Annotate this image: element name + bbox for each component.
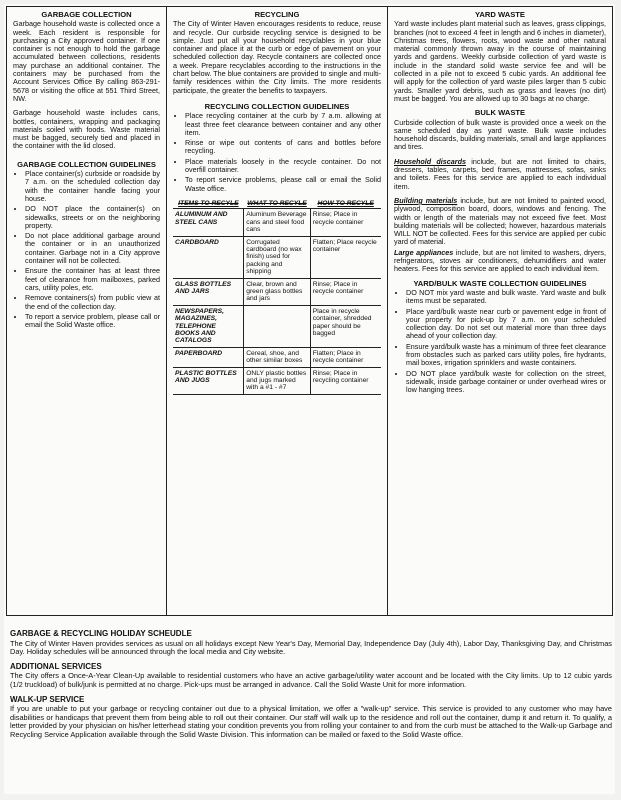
yard-bulk-guidelines-title: YARD/BULK WASTE COLLECTION GUIDELINES (413, 278, 587, 288)
header-what: WHAT TO RECYLE (244, 199, 311, 209)
table-cell: Flatten; Place recycle container (310, 236, 381, 278)
table-cell: Corrugated cardboard (no wax finish) used for packing and shipping (244, 236, 311, 278)
header-items: ITEMS TO RECYLE (173, 199, 244, 209)
walk-up-text: If you are unable to put your garbage or recycling container out due to a physical limitation, we offer a "walk-up" service. This service is provided to any customer who may have disabilities or handicaps that prevent them from being able to roll out their container. Our staff will walk up to the residence and roll out the container, dump it and return it. To qualify, a letter provided by your physician on his/her letterhead stating your condition prevents you from rolling your container to and from the curb must be attached to the Walk-up Garbage and Recycling Service Application available through the Solid Waste Division. This information can be mailed or faxed to the Solid Waste office. (10, 704, 612, 739)
list-item: • DO NOT place the container(s) on sidewalks, streets or on the neighboring property. (25, 205, 160, 230)
garbage-column (6, 6, 167, 616)
list-item: • Place recycling container at the curb by 7 a.m. allowing at least three feet clearance between container and any other item. (185, 112, 381, 137)
list-item: • DO NOT place yard/bulk waste for collection on the street, sidewalk, inside garbage container or under overhead wires or low hanging trees. (406, 370, 606, 395)
bulk-waste-title: BULK WASTE (474, 108, 526, 118)
yard-waste-paragraph: Yard waste includes plant material such as leaves, grass clippings, branches (not to exceed 4 feet in length and 6 inches in diameter), Christmas trees, flowers, roots, wood waste and other natural material commonly thrown away in the course of maintaining yards and gardens. Weekly curbside collection of yard waste is include in the standard solid waste service fee and will be collected in a pile not to exceed 5 cubic yards. An additional fee will apply for the collection of yard waste piles larger than 5 cubic yards. Smaller yard debris, such as grass and leaves (no dirt) must be bagged. You are allowed up to 30 bags at no charge. (394, 19, 607, 103)
list-item: • Rinse or wipe out contents of cans and bottles before recycling. (185, 139, 381, 156)
additional-services-title: ADDITIONAL SERVICES (10, 661, 102, 671)
list-item: • To report a service problem, please call or email the Solid Waste office. (25, 313, 160, 330)
large-appliances-text: include, but are not limited to washers, dryers, refrigerators, stoves air conditioners, dehumidifiers and water heaters. Fees for this service are applied to each individual item. (394, 247, 606, 274)
table-row (173, 236, 381, 278)
table-cell: PLASTIC BOTTLES AND JUGS (173, 367, 244, 394)
table-cell: ONLY plastic bottles and jugs marked with a #1 - #7 (244, 367, 311, 394)
garbage-paragraph-1: Garbage household waste is collected once a week. Each resident is responsible for purchasing a City approved container. If one container is not enough to hold the garbage accumulated between collections, residents may purchase an additional container. The containers may be purchased from the Account Services Office By calling 863-291-5678 or visiting the office at 551 Third Street, NW. (13, 19, 160, 103)
table-cell: CARDBOARD (173, 236, 244, 278)
table-cell: Aluminum Beverage cans and steel food cans (244, 209, 311, 236)
recycling-column (166, 6, 388, 616)
table-cell: ALUMINUM AND STEEL CANS (173, 209, 244, 236)
large-appliances-label: Large appliances (394, 247, 454, 257)
list-item: • Place yard/bulk waste near curb or pavement edge in front of your property for pick-up by 7 a.m. on your scheduled collection day. Do not set out material more than three days ahead of your collection day. (406, 308, 606, 341)
yard-bulk-column (387, 6, 613, 616)
list-item: • Place materials loosely in the recycle container. Do not overfill container. (185, 158, 381, 175)
table-cell: Rinse; Place in recycle container (310, 278, 381, 305)
yard-bulk-guidelines-list (394, 289, 606, 395)
household-discards-label: Household discards (394, 156, 466, 166)
list-item: • To report service problems, please call or email the Solid Waste office. (185, 176, 381, 193)
table-cell: Rinse; Place in recycling container (310, 367, 381, 394)
bulk-waste-paragraph: Curbside collection of bulk waste is provided once a week on the same scheduled day as yard waste. Bulk waste includes household discards, building materials, small and large appliances and tires. (394, 117, 606, 152)
building-materials-label: Building materials (394, 195, 458, 205)
table-cell (244, 305, 311, 347)
list-item: • Remove containers(s) from public view at the end of the collection day. (25, 294, 160, 311)
table-cell: Rinse; Place in recycle container (310, 209, 381, 236)
table-cell: PAPERBOARD (173, 347, 244, 367)
recycling-guidelines-title: RECYCLING COLLECTION GUIDELINES (204, 101, 350, 111)
garbage-paragraph-2: Garbage household waste includes cans, bottles, containers, wrapping and packaging materials soiled with foods. Waste material must be bagged, securely tied and placed in the container with the lid closed. (13, 108, 160, 151)
table-row (173, 347, 381, 367)
table-row (173, 209, 381, 236)
walk-up-title: WALK-UP SERVICE (10, 694, 85, 704)
list-item: • DO NOT mix yard waste and bulk waste. Yard waste and bulk items must be separated. (406, 289, 606, 306)
building-materials-text: include, but are not limited to painted wood, plywood, composition board, doors, windows and fencing. The width or length of the materials may not exceed five feet. Most building materials will be collected; however, hazardous materials WILL NOT be collected. Fees for this service are applied per cubic yard of material. (394, 195, 606, 247)
list-item: • Place container(s) curbside or roadside by 7 a.m. on the scheduled collection day with the container handle facing your house. (25, 170, 160, 203)
additional-services-text: The City offers a Once-A-Year Clean-Up available to residential customers who have an active garbage/utility water account and be located with the City limits. Up to 12 cubic yards (1/2 truckload) of bulk/junk is permitted at no charge. Pick-ups must be arranged in advance. Call the Solid Waste Unit for more information. (10, 671, 612, 689)
page (4, 4, 615, 794)
list-item: • Ensure the container has at least three feet of clearance from mailboxes, parked cars, utility poles, etc. (25, 267, 160, 292)
garbage-title: GARBAGE COLLECTION (41, 10, 132, 19)
recycling-title: RECYCLING (254, 10, 300, 19)
bottom-sections (10, 624, 612, 740)
list-item: • Do not place additional garbage around the container or in an unauthorized container. Garbage not in a City approve container will not be collected. (25, 232, 160, 265)
recycling-guidelines-list (173, 112, 381, 193)
recycling-table (173, 199, 381, 395)
garbage-guidelines-list (13, 170, 160, 329)
recycling-paragraph: The City of Winter Haven encourages residents to reduce, reuse and recycle. Our curbside recycling service is designed to be simple. Just put all your household recyclables in your blue container and place it at the curb or edge of pavement on your scheduled collection day. Recycle containers are collected once a week. Prepare recyclables according to the instructions in the chart below. The blue containers are provided to single and multi-family residences within the City limits. The more residents participate, the greater the benefits to taxpayers. (173, 19, 381, 95)
table-row (173, 305, 381, 347)
table-row (173, 278, 381, 305)
household-discards-paragraph (394, 158, 606, 191)
table-row (173, 367, 381, 394)
table-cell: NEWSPAPERS, MAGAZINES, TELEPHONE BOOKS AND CATALOGS (173, 305, 244, 347)
holiday-text: The City of Winter Haven provides services as usual on all holidays except New Year's Day, Memorial Day, Independence Day (July 4th), Labor Day, Thanksgiving Day, and Christmas Day. Holiday schedules will be announced through the local media and City website. (10, 638, 612, 657)
yard-waste-title: YARD WASTE (475, 10, 525, 19)
household-discards-text: include, but are not limited to chairs, dressers, tables, carpets, bed frames, mattresses, sofas, sinks and toilets. Fees for this service are applied to each individual item. (394, 156, 606, 191)
building-materials-paragraph (394, 197, 606, 247)
large-appliances-paragraph (394, 249, 606, 274)
garbage-guidelines-title: GARBAGE COLLECTION GUIDELINES (17, 159, 156, 169)
table-cell: GLASS BOTTLES AND JARS (173, 278, 244, 305)
list-item: • Ensure yard/bulk waste has a minimum of three feet clearance from obstacles such as parked cars utility poles, fire hydrants, mail boxes, irrigation sprinklers and waste containers. (406, 343, 606, 368)
holiday-title: GARBAGE & RECYCLING HOLIDAY SCHEUDLE (10, 629, 192, 638)
header-how: HOW TO RECYLE (310, 199, 381, 209)
table-header-row (173, 199, 381, 209)
table-cell: Clear, brown and green glass bottles and jars (244, 278, 311, 305)
table-cell: Cereal, shoe, and other similar boxes (244, 347, 311, 367)
table-cell: Place in recycle container, shredded paper should be bagged (310, 305, 381, 347)
table-cell: Flatten; Place in recycle container (310, 347, 381, 367)
